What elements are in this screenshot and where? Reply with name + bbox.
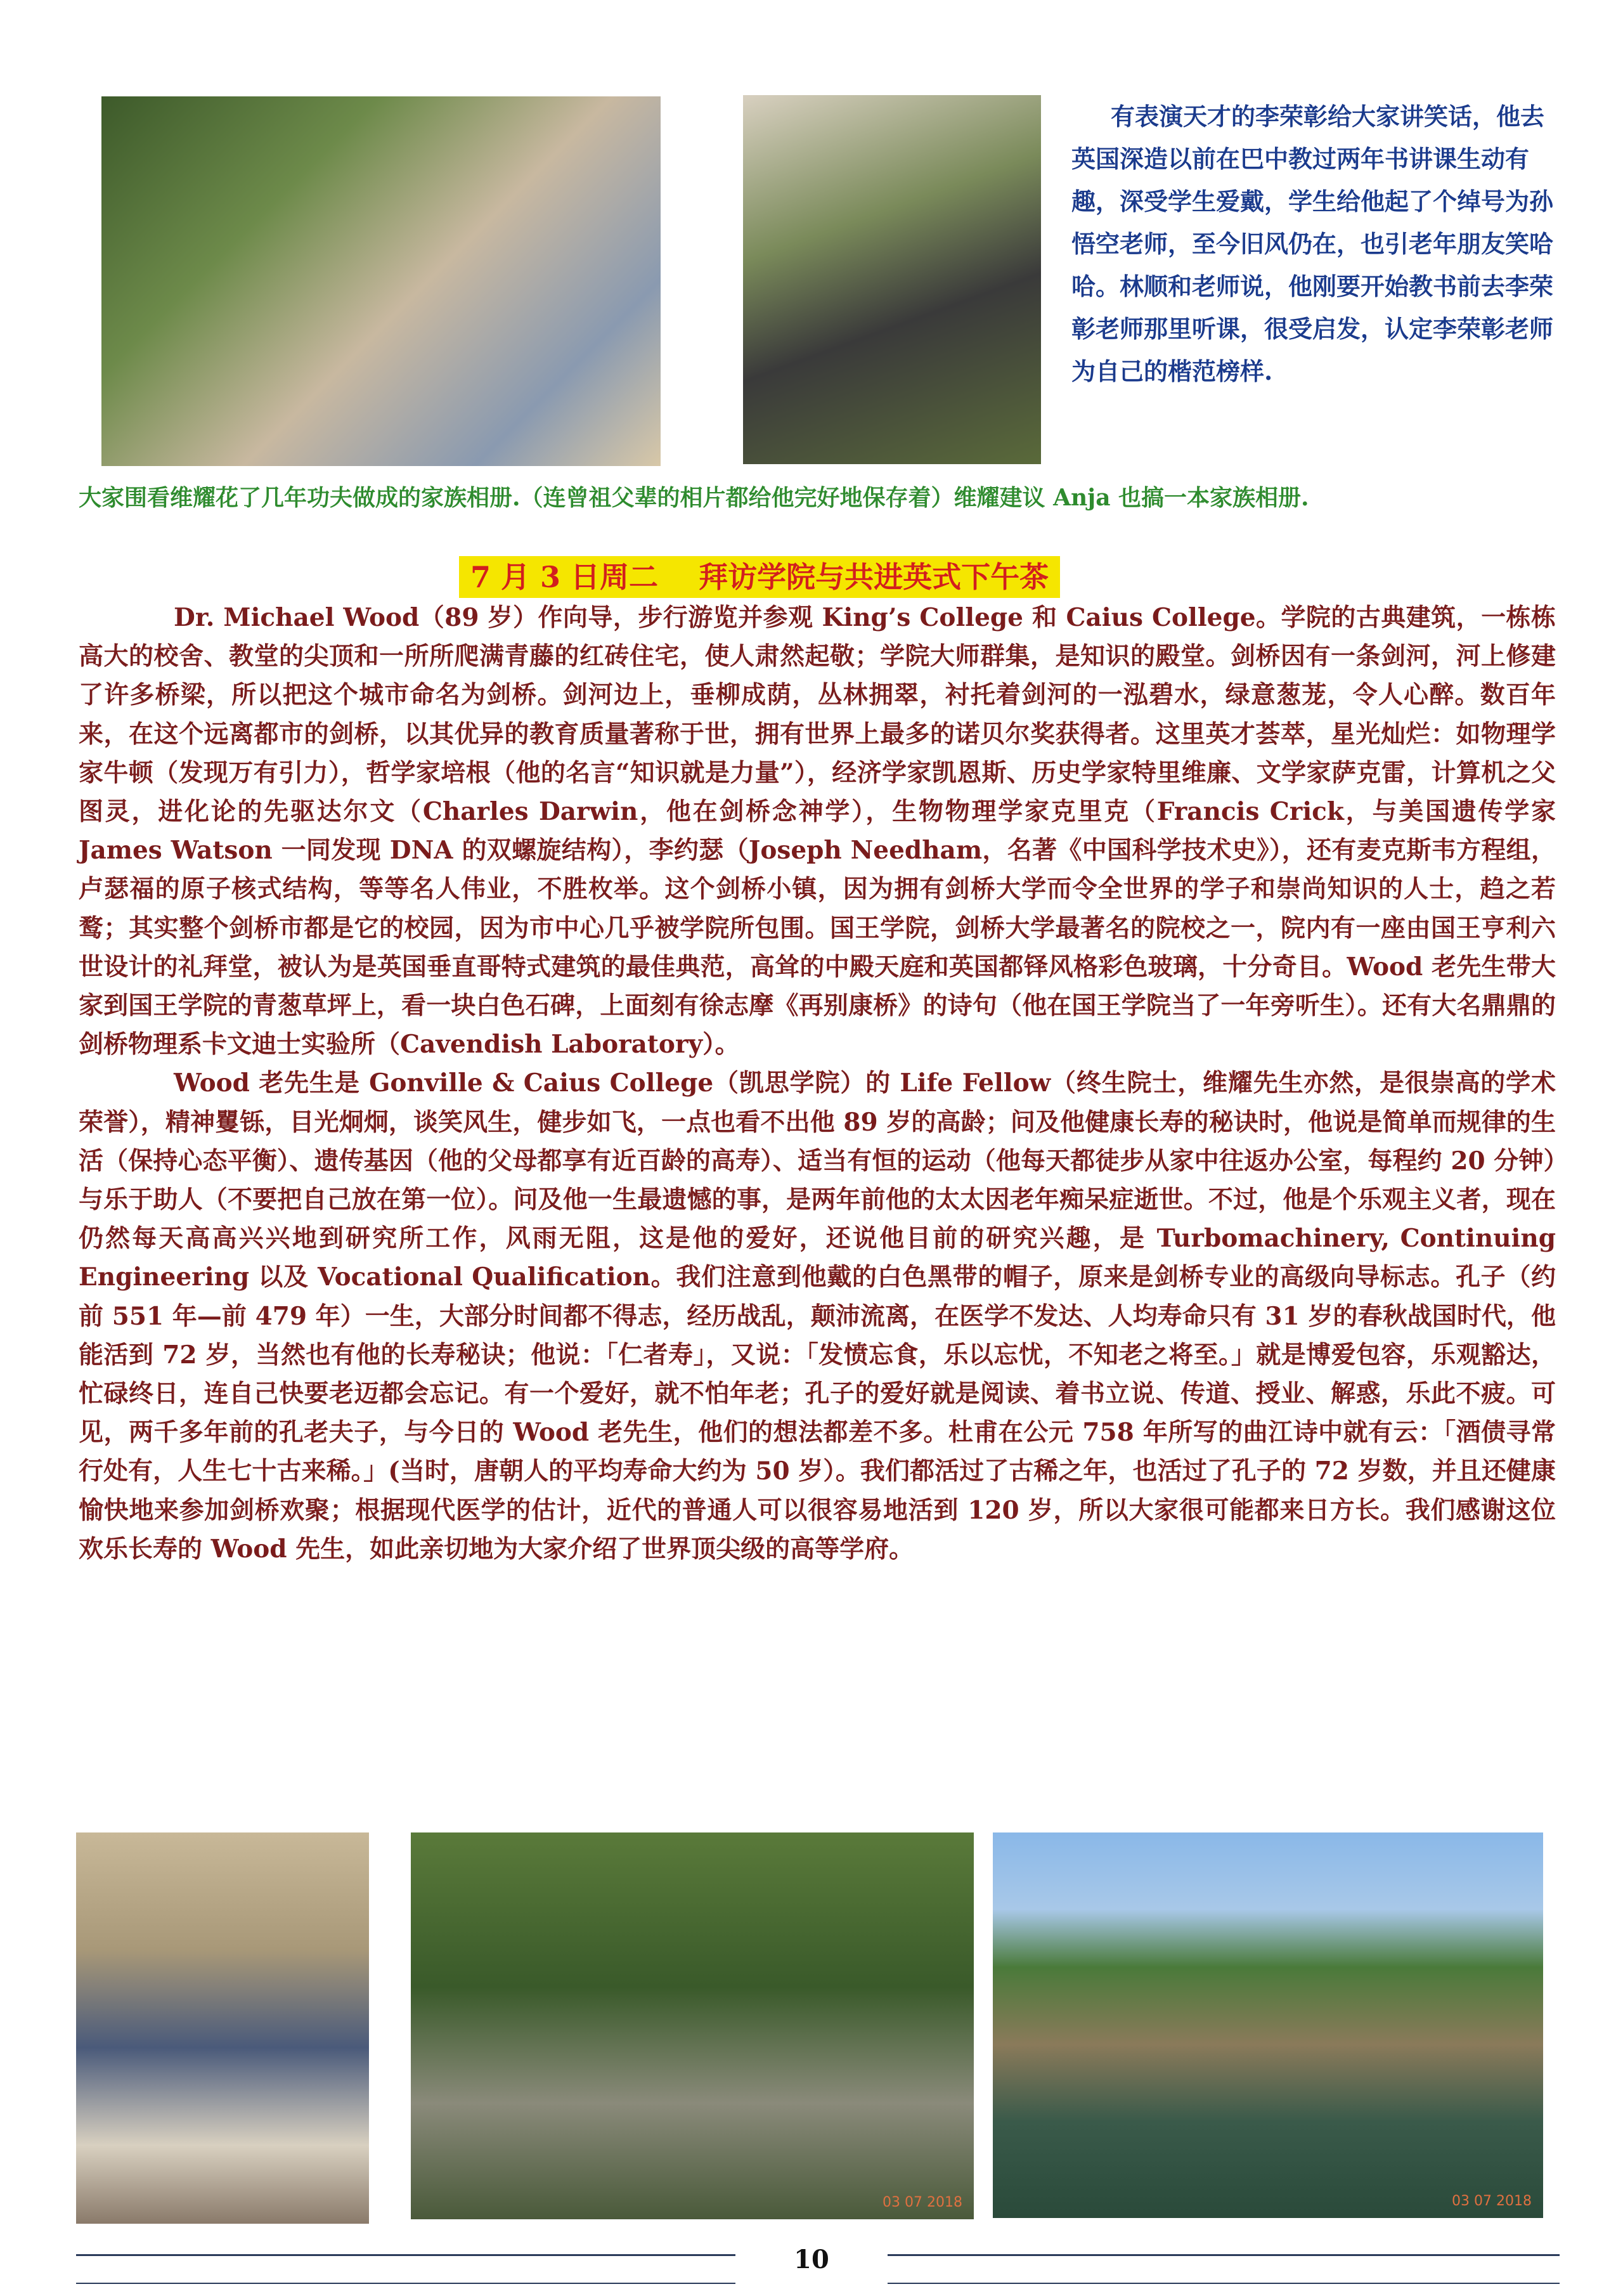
paragraph: Wood 老先生是 Gonville & Caius College（凯思学院）的 Life Fellow（终生院士，维耀先生亦然，是很崇高的学术荣誉），精神矍铄，目光炯炯，谈笑风生，健步如飞，一点也看不出他 89 岁的高龄；问及他健康长寿的秘诀时，他说是简单而规律的生活（保持心态平衡）、遗传基因（他的父母都享有近百龄的高寿）、适当有恒的运动（他每天都徒步从家中往返办公室，每程约 20 分钟）与乐于助人（不要把自己放在第一位）。问及他一生最遗憾的事，是两年前他的太太因老年痴呆症逝世。不过，他是个乐观主义者，现在仍然每天高高兴兴地到研究所工作，风雨无阻，这是他的爱好，还说他目前的研究兴趣，是 Turbomachinery, Continuing Engineering 以及 Vocational Qualification。我们注意到他戴的白色黑带的帽子，原来是剑桥专业的高级向导标志。孔子（约前 551 年—前 479 年）一生，大部分时间都不得志，经历战乱，颠沛流离，在医学不发达、人均寿命只有 31 岁的春秋战国时代，他能活到 72 岁，当然也有他的长寿秘诀；他说：「仁者寿」，又说：「发愤忘食，乐以忘忧，不知老之将至。」就是博爱包容，乐观豁达，忙碌终日，连自己快要老迈都会忘记。有一个爱好，就不怕年老；孔子的爱好就是阅读、着书立说、传道、授业、解惑，乐此不疲。可见，两千多年前的孔老夫子，与今日的 Wood 老先生，他们的想法都差不多。杜甫在公元 758 年所写的曲江诗中就有云：「酒债寻常行处有，人生七十古来稀。」(当时，唐朝人的平均寿命大约为 50 岁）。我们都活过了古稀之年，也活过了孔子的 72 岁数，并且还健康愉快地来参加剑桥欢聚；根据现代医学的估计，近代的普通人可以很容易地活到 120 岁，所以大家很可能都来日方长。我们感谢这位欢乐长寿的 Wood 先生，如此亲切地为大家介绍了世界顶尖级的高等学府。 [79,1068,1556,1564]
article-body [79,599,1556,1569]
footer-rule [888,2254,1560,2256]
page-number: 10 [794,2245,829,2274]
photo-two-men [76,1832,369,2224]
photo-family-album [101,96,661,466]
photo-storyteller [743,95,1041,464]
footer-rule [76,2283,735,2284]
paragraph: Dr. Michael Wood（89 岁）作向导，步行游览并参观 King’s College 和 Caius College。学院的古典建筑，一栋栋高大的校舍、教堂的尖顶和一所所爬满青藤的红砖住宅，使人肃然起敬；学院大师群集，是知识的殿堂。剑桥因有一条剑河，河上修建了许多桥梁，所以把这个城市命名为剑桥。剑河边上，垂柳成荫，丛林拥翠，衬托着剑河的一泓碧水，绿意葱茏，令人心醉。数百年来，在这个远离都市的剑桥，以其优异的教育质量著称于世，拥有世界上最多的诺贝尔奖获得者。这里英才荟萃，星光灿烂：如物理学家牛顿（发现万有引力），哲学家培根（他的名言“知识就是力量”），经济学家凯恩斯、历史学家特里维廉、文学家萨克雷，计算机之父图灵，进化论的先驱达尔文（Charles Darwin，他在剑桥念神学），生物物理学家克里克（Francis Crick，与美国遗传学家 James Watson 一同发现 DNA 的双螺旋结构），李约瑟（Joseph Needham，名著《中国科学技术史》），还有麦克斯韦方程组，卢瑟福的原子核式结构，等等名人伟业，不胜枚举。这个剑桥小镇，因为拥有剑桥大学而令全世界的学子和崇尚知识的人士，趋之若鹜；其实整个剑桥市都是它的校园，因为市中心几乎被学院所包围。国王学院，剑桥大学最著名的院校之一，院内有一座由国王亨利六世设计的礼拜堂，被认为是英国垂直哥特式建筑的最佳典范，高耸的中殿天庭和英国都铎风格彩色玻璃，十分奇目。Wood 老先生带大家到国王学院的青葱草坪上，看一块白色石碑，上面刻有徐志摩《再别康桥》的诗句（他在国王学院当了一年旁听生）。还有大名鼎鼎的剑桥物理系卡文迪士实验所（Cavendish Laboratory）。 [79,603,1556,1060]
photo-river-punting [993,1832,1543,2218]
photo-caption: 大家围看维耀花了几年功夫做成的家族相册.（连曾祖父辈的相片都给他完好地保存着）维耀建议 Anja 也搞一本家族相册. [79,484,1309,511]
section-heading: 7 月 3 日周二 拜访学院与共进英式下午茶 [459,556,1060,598]
footer-rule [76,2254,735,2256]
photo-group-garden [411,1832,974,2219]
photo-date-stamp: 03 07 2018 [883,2195,962,2210]
footer-rule [888,2283,1560,2284]
side-caption: 有表演天才的李荣彰给大家讲笑话，他去 英国深造以前在巴中教过两年书讲课生动有趣，深受学生爱戴，学生给他起了个绰号为孙悟空老师，至今旧风仍在，也引老年朋友笑哈哈。林顺和老师说，他刚要开始教书前去李荣彰老师那里听课，很受启发，认定李荣彰老师为自己的楷范榜样. [1071,102,1554,386]
photo-date-stamp: 03 07 2018 [1452,2193,1532,2209]
